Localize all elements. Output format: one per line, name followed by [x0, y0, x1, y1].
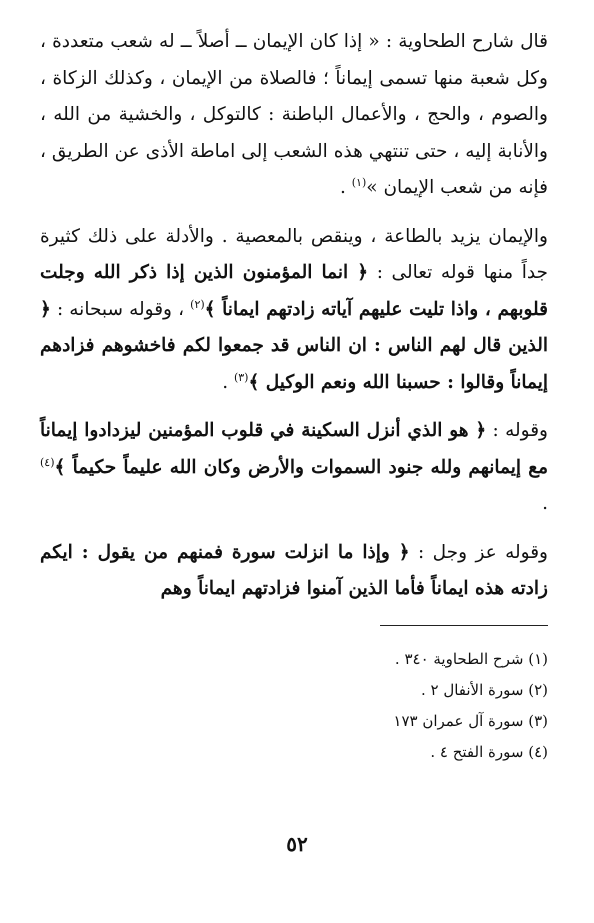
paragraph-3 — [40, 413, 548, 523]
quran-quote-2: ﴿ الذين قال لهم الناس : ان الناس قد جمعوا لكم فاخشوهم فزادهم إيماناً وقالوا : حسبنا الله ونعم الوكيل ﴾ — [40, 298, 548, 393]
footnote-3: (٣) سورة آل عمران ١٧٣ — [393, 712, 548, 730]
paragraph-2-intro: والإيمان يزيد بالطاعة ، وينقص بالمعصية . والأدلة على ذلك كثيرة جداً منها قوله تعالى : — [40, 225, 548, 283]
footnote-1: (١) شرح الطحاوية ٣٤٠ . — [394, 650, 548, 668]
paragraph-3-end: . — [542, 493, 548, 514]
paragraph-3-intro: وقوله : — [486, 420, 548, 441]
paragraph-2-mid: ، وقوله سبحانه : — [50, 298, 191, 320]
paragraph-2 — [40, 219, 548, 402]
quran-quote-3: ﴿ هو الذي أنزل السكينة في قلوب المؤمنين ليزدادوا إيماناً مع إيمانهم ولله جنود السموات والأرض وكان الله عليماً حكيماً ﴾ — [40, 420, 548, 478]
paragraph-4 — [40, 535, 548, 608]
paragraph-1 — [40, 24, 548, 207]
footnote-ref-2: (٢) — [190, 297, 205, 311]
paragraph-4-intro: وقوله عز وجل : — [409, 541, 548, 563]
paragraph-2-end: . — [222, 371, 234, 393]
paragraph-1-end: . — [339, 177, 352, 198]
paragraph-1-text: قال شارح الطحاوية : « إذا كان الإيمان ــ أصلاً ــ له شعب متعددة ، وكل شعبة منها تسمى إيماناً ؛ فالصلاة من الإيمان ، وكذلك الزكاة ، والصوم ، والحج ، والأعمال الباطنة : كالتوكل ، والخشية من الله ، والأنابة إليه ، حتى تنتهي هذه الشعب إلى اماطة الأذى عن الطريق ، فإنه من شعب الإيمان » — [40, 31, 548, 198]
footnote-ref-3: (٣) — [233, 370, 249, 384]
quran-quote-1: ﴿ انما المؤمنون الذين إذا ذكر الله وجلت قلوبهم ، واذا تليت عليهم آياته زادتهم ايماناً ﴾ — [40, 262, 549, 320]
footnote-ref-4: (٤) — [40, 455, 55, 469]
footnote-2: (٢) سورة الأنفال ٢ . — [420, 681, 548, 699]
footnotes-list — [40, 644, 548, 768]
footnote-ref-1: (١) — [351, 175, 367, 189]
quran-quote-4: ﴿ وإذا ما انزلت سورة فمنهم من يقول : ايكم زادته هذه ايماناً فأما الذين آمنوا فزادتهم ايماناً وهم — [40, 541, 548, 599]
main-text — [40, 24, 548, 608]
footnote-divider — [380, 625, 548, 626]
footnote-4: (٤) سورة الفتح ٤ . — [430, 743, 548, 761]
page-number: ٥٢ — [286, 832, 308, 856]
